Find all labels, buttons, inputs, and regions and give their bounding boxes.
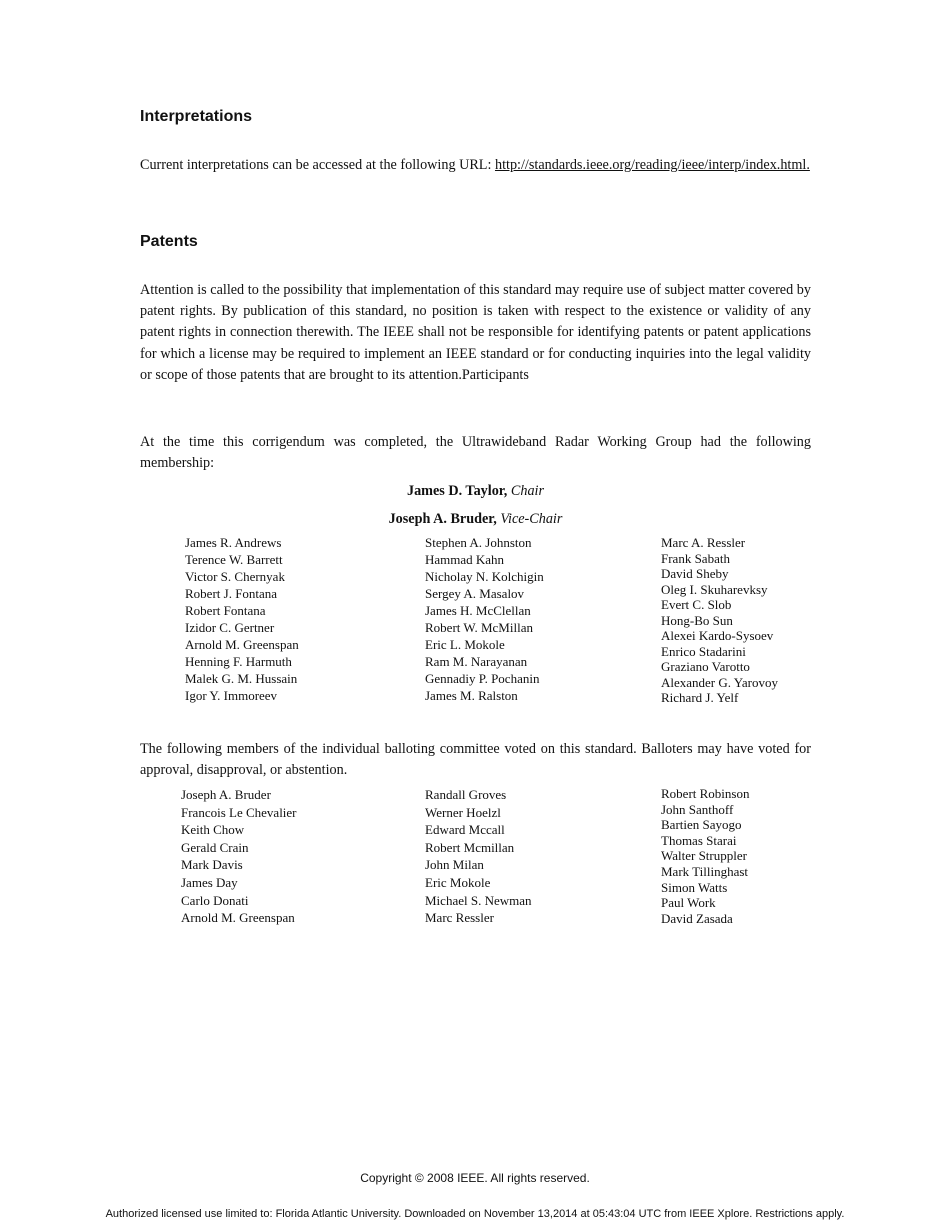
vice-chair-name: Joseph A. Bruder, <box>388 511 497 527</box>
balloter-name: Mark Davis <box>181 857 243 873</box>
member-name: Malek G. M. Hussain <box>185 670 298 686</box>
balloting-intro: The following members of the individual balloting committee voted on this standard. Balloters may have voted for approval, disapproval, or abstention. <box>140 741 811 779</box>
balloting-column-1 <box>181 786 297 927</box>
vice-chair-role: Vice-Chair <box>500 511 563 527</box>
member-name: Alexander G. Yarovoy <box>661 674 778 690</box>
interpretations-url-link[interactable]: http://standards.ieee.org/reading/ieee/interp/index.html. <box>494 157 810 173</box>
balloter-name: Simon Watts <box>661 879 728 895</box>
member-name: David Sheby <box>661 566 729 581</box>
member-name: Richard J. Yelf <box>661 690 739 705</box>
balloter-name: Mark Tillinghast <box>661 863 749 879</box>
member-name: Henning F. Harmuth <box>185 653 292 669</box>
balloter-name: Joseph A. Bruder <box>181 787 271 802</box>
balloter-name: Marc Ressler <box>425 910 494 926</box>
member-name: Evert C. Slob <box>661 597 732 612</box>
balloter-name: Bartien Sayogo <box>661 817 742 833</box>
patents-heading: Patents <box>140 233 198 250</box>
balloter-name: Eric Mokole <box>425 874 491 890</box>
working-group-column-1 <box>185 535 299 705</box>
member-name: Oleg I. Skuharevksy <box>661 581 768 597</box>
working-group-column-3 <box>661 535 778 706</box>
member-name: Gennadiy P. Pochanin <box>425 670 540 686</box>
balloter-name: Keith Chow <box>181 822 245 838</box>
member-name: James M. Ralston <box>425 687 518 703</box>
copyright-notice: Copyright © 2008 IEEE. All rights reserved. <box>360 1171 590 1185</box>
member-name: Graziano Varotto <box>661 659 750 674</box>
member-name: Marc A. Ressler <box>661 535 746 550</box>
interpretations-text: Current interpretations can be accessed at the following URL: <box>140 157 495 173</box>
balloting-column-3 <box>661 786 749 926</box>
balloter-name: John Milan <box>425 857 484 873</box>
license-notice: Authorized licensed use limited to: Florida Atlantic University. Downloaded on November 13,2014 at 05:43:04 UTC from IEEE Xplore. Restrictions apply. <box>105 1208 845 1220</box>
balloter-name: James Day <box>181 874 238 890</box>
member-name: Victor S. Chernyak <box>185 568 285 584</box>
member-name: Igor Y. Immoreev <box>185 687 278 703</box>
member-name: Hammad Kahn <box>425 551 505 567</box>
patents-paragraph: Attention is called to the possibility that implementation of this standard may require use of subject matter covered by patent rights. By publication of this standard, no position is taken with respect to the existence or validity of any patent rights in connection therewith. The IEEE shall not be responsible for identifying patents or patent applications for which a license may be required to implement an IEEE standard or for conducting inquiries into the legal validity or scope of those patents that are brought to its attention.Participants <box>140 282 811 383</box>
chair-line <box>140 482 811 500</box>
balloter-name: Walter Struppler <box>661 848 747 864</box>
interpretations-paragraph <box>140 155 811 176</box>
member-name: Enrico Stadarini <box>661 643 746 659</box>
member-name: Terence W. Barrett <box>185 551 283 567</box>
member-name: Robert Fontana <box>185 602 266 618</box>
member-name: Hong-Bo Sun <box>661 612 733 628</box>
chair-role: Chair <box>510 483 545 499</box>
vice-chair-line <box>140 510 811 528</box>
balloter-name: Thomas Starai <box>661 832 737 848</box>
member-name: Izidor C. Gertner <box>185 619 275 635</box>
member-name: Arnold M. Greenspan <box>185 636 299 652</box>
balloter-name: Michael S. Newman <box>425 892 532 908</box>
balloting-column-2 <box>425 786 532 927</box>
member-name: Alexei Kardo-Sysoev <box>661 628 774 643</box>
interpretations-heading: Interpretations <box>140 108 253 125</box>
balloter-name: Robert Mcmillan <box>425 839 515 855</box>
member-name: Eric L. Mokole <box>425 636 505 652</box>
chair-name: James D. Taylor, <box>406 483 508 499</box>
member-name: Robert J. Fontana <box>185 585 278 601</box>
balloter-name: Gerald Crain <box>181 839 249 855</box>
member-name: Robert W. McMillan <box>425 619 533 635</box>
member-name: Sergey A. Masalov <box>425 585 525 601</box>
member-name: Nicholay N. Kolchigin <box>425 568 544 584</box>
balloter-name: Werner Hoelzl <box>425 804 501 820</box>
balloter-name: David Zasada <box>661 910 733 926</box>
balloter-name: Paul Work <box>661 895 716 911</box>
member-name: Frank Sabath <box>661 550 730 566</box>
member-name: Ram M. Narayanan <box>425 653 528 669</box>
balloter-name: Arnold M. Greenspan <box>181 910 295 926</box>
balloter-name: Edward Mccall <box>425 822 505 838</box>
balloter-name: Robert Robinson <box>661 786 750 801</box>
working-group-column-2 <box>425 535 544 705</box>
working-group-intro: At the time this corrigendum was completed, the Ultrawideband Radar Working Group had the following membership: <box>140 434 811 472</box>
balloter-name: John Santhoff <box>661 801 734 817</box>
member-name: Stephen A. Johnston <box>425 535 532 550</box>
balloter-name: Randall Groves <box>425 787 507 802</box>
member-name: James H. McClellan <box>425 602 531 618</box>
balloter-name: Carlo Donati <box>181 892 249 908</box>
member-name: James R. Andrews <box>185 535 282 550</box>
balloter-name: Francois Le Chevalier <box>181 804 297 820</box>
